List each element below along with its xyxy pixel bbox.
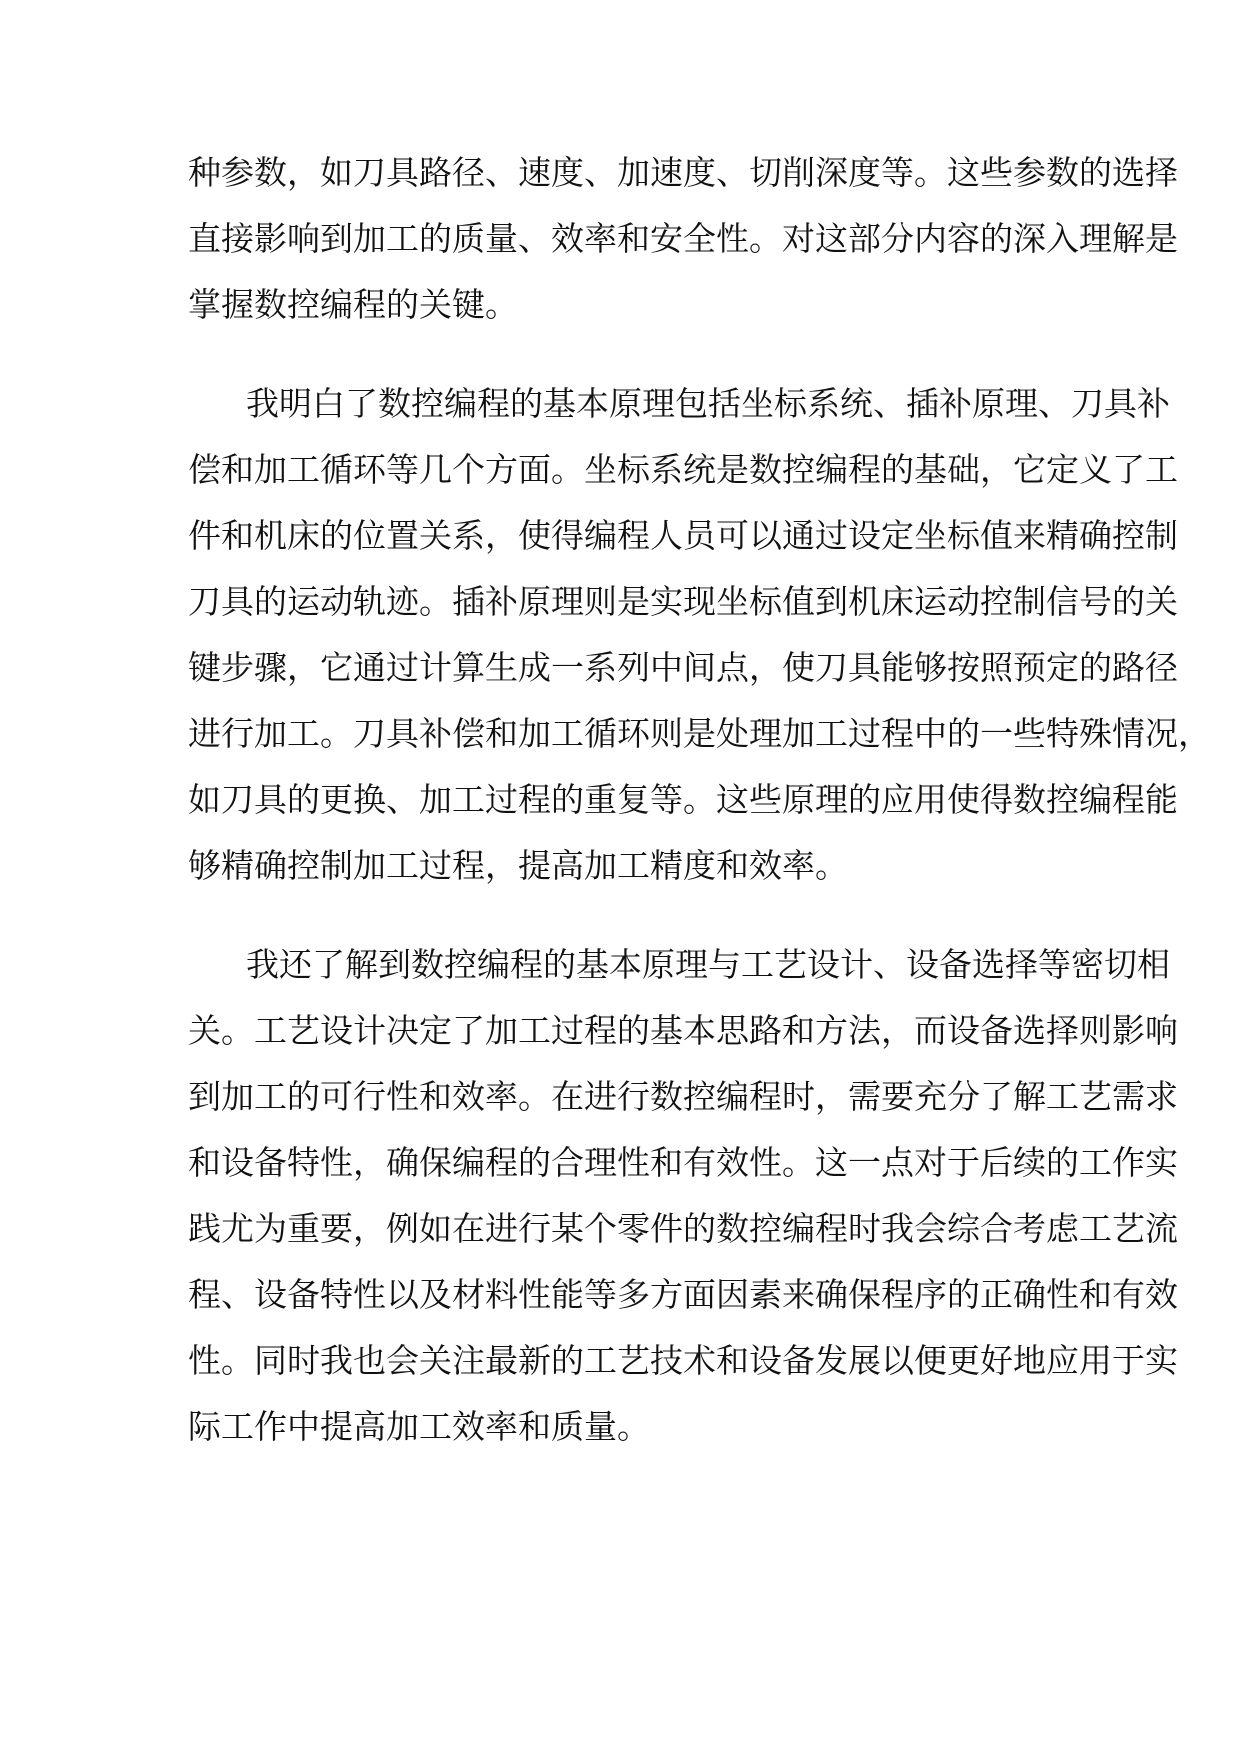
paragraph-2 [188,371,1211,899]
text-line: 如刀具的更换、加工过程的重复等。这些原理的应用使得数控编程能 [188,780,1178,819]
text-line: 践尤为重要，例如在进行某个零件的数控编程时我会综合考虑工艺流 [188,1209,1178,1248]
text-line: 刀具的运动轨迹。插补原理则是实现坐标值到机床运动控制信号的关 [188,582,1178,621]
text-line: 和设备特性，确保编程的合理性和有效性。这一点对于后续的工作实 [188,1143,1178,1182]
text-line: 件和机床的位置关系，使得编程人员可以通过设定坐标值来精确控制 [188,516,1178,555]
paragraph-3 [188,932,1178,1460]
text-line: 键步骤，它通过计算生成一系列中间点，使刀具能够按照预定的路径 [188,648,1178,687]
text-line: 程、设备特性以及材料性能等多方面因素来确保程序的正确性和有效 [188,1275,1178,1314]
text-line: 直接影响到加工的质量、效率和安全性。对这部分内容的深入理解是 [188,219,1178,258]
body-text [188,140,1211,1460]
paragraph-spacer [188,899,1056,932]
text-line: 种参数，如刀具路径、速度、加速度、切削深度等。这些参数的选择 [188,153,1178,192]
text-line: 到加工的可行性和效率。在进行数控编程时，需要充分了解工艺需求 [188,1077,1178,1116]
text-line: 关。工艺设计决定了加工过程的基本思路和方法，而设备选择则影响 [188,1011,1178,1050]
text-line: 性。同时我也会关注最新的工艺技术和设备发展以便更好地应用于实 [188,1341,1178,1380]
paragraph-spacer [188,338,1056,371]
text-line: 我还了解到数控编程的基本原理与工艺设计、设备选择等密切相 [246,945,1170,984]
text-line: 偿和加工循环等几个方面。坐标系统是数控编程的基础，它定义了工 [188,450,1178,489]
text-line: 际工作中提高加工效率和质量。 [188,1407,650,1446]
text-line: 我明白了数控编程的基本原理包括坐标系统、插补原理、刀具补 [246,384,1170,423]
paragraph-1 [188,140,1178,338]
text-line: 掌握数控编程的关键。 [188,285,518,324]
text-line: 进行加工。刀具补偿和加工循环则是处理加工过程中的一些特殊情况， [188,714,1211,753]
text-line: 够精确控制加工过程，提高加工精度和效率。 [188,846,848,885]
